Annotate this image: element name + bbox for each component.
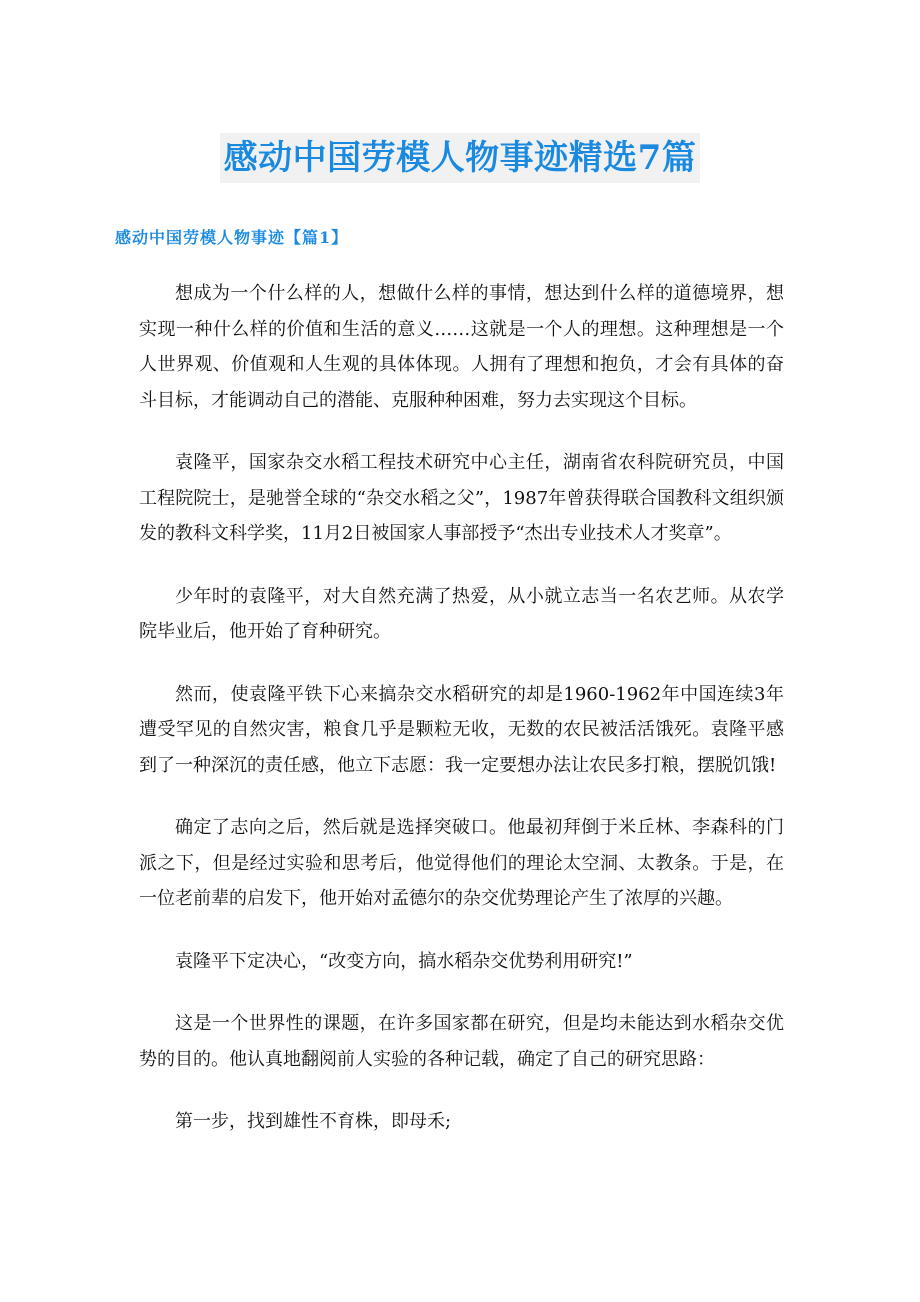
section-heading: 感动中国劳模人物事迹【篇1】 [115,228,349,247]
document-title: 感动中国劳模人物事迹精选7篇 [220,133,701,183]
paragraph-3: 少年时的袁隆平，对大自然充满了热爱，从小就立志当一名农艺师。从农学院毕业后，他开始了育种研究。 [139,585,784,642]
paragraph-6: 袁隆平下定决心，“改变方向，搞水稻杂交优势利用研究!” [175,950,633,972]
paragraph-2: 袁隆平，国家杂交水稻工程技术研究中心主任，湖南省农科院研究员，中国工程院院士，是驰誉全球的“杂交水稻之父”，1987年曾获得联合国教科文组织颁发的教科文科学奖，11月2日被国家人事部授予“杰出专业技术人才奖章”。 [139,452,784,544]
title-container [0,133,920,183]
paragraph-8: 第一步，找到雄性不育株，即母禾; [175,1111,452,1132]
paragraph-7: 这是一个世界性的课题，在许多国家都在研究，但是均未能达到水稻杂交优势的目的。他认真地翻阅前人实验的各种记载，确定了自己的研究思路： [139,1013,784,1070]
article-body [139,276,784,1167]
paragraph-4: 然而，使袁隆平铁下心来搞杂交水稻研究的却是1960-1962年中国连续3年遭受罕见的自然灾害，粮食几乎是颗粒无收，无数的农民被活活饿死。袁隆平感到了一种深沉的责任感，他立下志愿：我一定要想办法让农民多打粮，摆脱饥饿! [139,683,784,776]
paragraph-1: 想成为一个什么样的人，想做什么样的事情，想达到什么样的道德境界，想实现一种什么样的价值和生活的意义……这就是一个人的理想。这种理想是一个人世界观、价值观和人生观的具体体现。人拥有了理想和抱负，才会有具体的奋斗目标，才能调动自己的潜能、克服种种困难，努力去实现这个目标。 [139,283,784,411]
paragraph-5: 确定了志向之后，然后就是选择突破口。他最初拜倒于米丘林、李森科的门派之下，但是经过实验和思考后，他觉得他们的理论太空洞、太教条。于是，在一位老前辈的启发下，他开始对孟德尔的杂交优势理论产生了浓厚的兴趣。 [139,817,784,909]
